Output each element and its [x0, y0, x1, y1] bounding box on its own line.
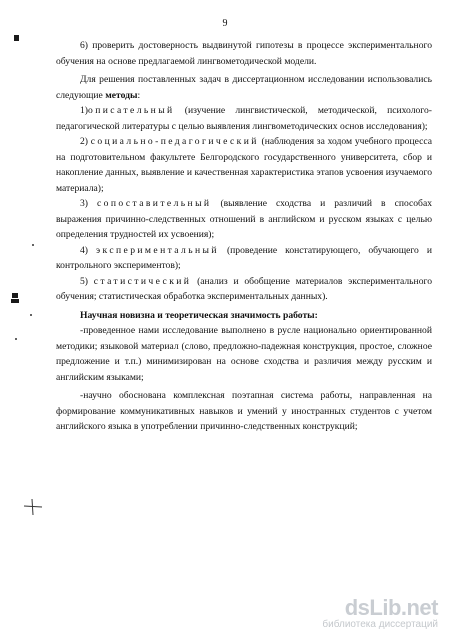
method-term: экспериментальный — [96, 244, 219, 256]
methods-label: методы — [105, 89, 138, 101]
method-item-5 — [56, 274, 432, 305]
method-item-1 — [56, 103, 432, 134]
novelty-item-1: -проведенное нами исследование выполнено в русле национально ориентированной методики; языковой материал (слово, предложно-падежная конструкция, простое, сложное предложение и т.п.) минимизирован на основе сходства и различия между русским и английским языками; — [56, 325, 432, 383]
methods-intro-text: Для решения поставленных задач в диссертационном исследовании использовались следующие — [56, 74, 432, 101]
page-number: 9 — [222, 18, 228, 29]
novelty-heading-colon: : — [314, 309, 318, 321]
method-number: 4) — [80, 244, 88, 256]
cross-mark — [22, 498, 44, 516]
method-number: 1) — [80, 105, 88, 116]
scan-dot — [15, 338, 17, 340]
method-term: социально-педагогический — [90, 136, 259, 147]
scan-mark — [14, 35, 19, 41]
scan-mark — [12, 293, 18, 298]
method-description: (наблюдения за ходом учебного процесса на подготовительном факультете Белгородского государственного университета, сбор и накопление данных, выявление и качественная характеристика этапов усвоения изучаемого материала); — [56, 136, 432, 194]
watermark-tagline: библиотека диссертаций — [322, 619, 438, 630]
method-term: статистический — [93, 275, 192, 287]
scan-mark — [11, 299, 19, 303]
novelty-heading — [56, 308, 432, 324]
method-description: (изучение лингвистической, методической, психолого-педагогической литературы с целью выявления лингвометодических основ исследования); — [56, 105, 432, 132]
paragraph-goal-6: 6) проверить достоверность выдвинутой гипотезы в процессе экспериментального обучения на основе предлагаемой лингвометодической модели. — [56, 40, 432, 67]
methods-colon: : — [137, 89, 141, 101]
paragraph-methods-intro — [56, 72, 432, 103]
watermark-logo — [318, 595, 438, 631]
method-term: описательный — [88, 105, 175, 116]
novelty-heading-text: Научная новизна и теоретическая значимость работы — [80, 309, 315, 321]
method-item-4 — [56, 243, 432, 274]
method-number: 3) — [80, 198, 88, 209]
scan-dot — [32, 244, 34, 246]
method-description: (анализ и обобщение материалов экспериментального обучения; статистическая обработка экспериментальных данных). — [56, 275, 432, 302]
novelty-item-2: -научно обоснована комплексная поэтапная система работы, направленная на формирование коммуникативных навыков и умений у иностранных студентов с учетом английского языка в употреблении причинно-следственных конструкций; — [56, 390, 432, 432]
document-body — [56, 38, 432, 435]
method-number: 2) — [80, 136, 88, 147]
method-number: 5) — [80, 275, 88, 287]
method-item-3 — [56, 196, 432, 243]
method-item-2 — [56, 134, 432, 196]
method-term: сопоставительный — [97, 198, 212, 209]
method-description: (проведение констатирующего, обучающего и контрольного экспериментов); — [56, 244, 432, 271]
scan-dot — [30, 314, 32, 316]
watermark-brand: dsLib.net — [344, 595, 438, 620]
method-description: (выявление сходства и различий в способах выражения причинно-следственных отношений в английском и русском языках с целью определения трудностей их усвоения); — [56, 198, 432, 240]
